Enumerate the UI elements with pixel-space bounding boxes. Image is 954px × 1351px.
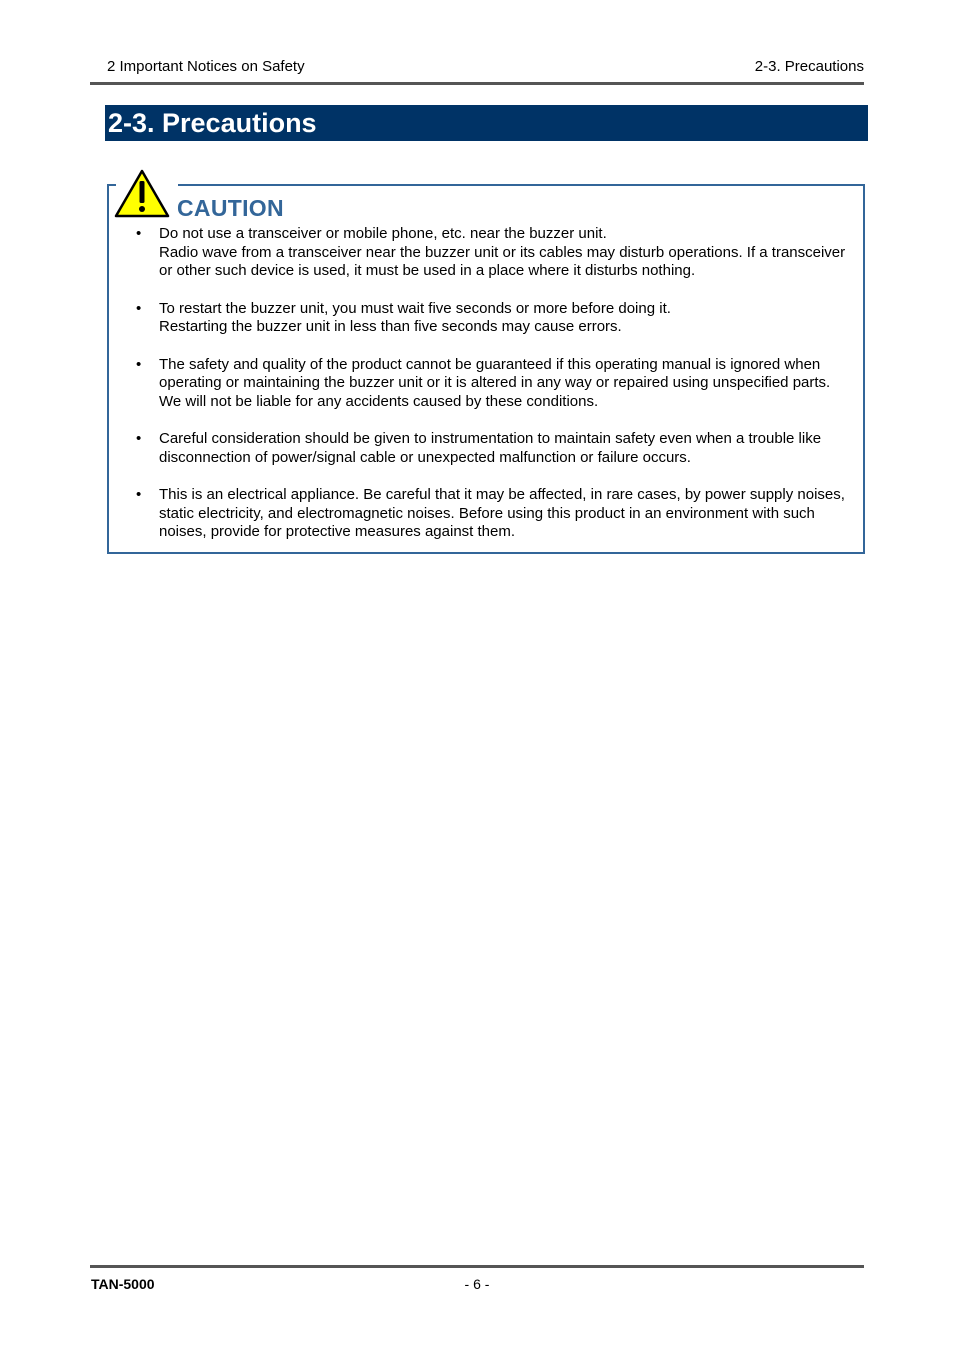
footer-model: TAN-5000 <box>91 1276 155 1292</box>
warning-triangle-icon <box>114 169 170 219</box>
bullet: • <box>136 225 142 242</box>
section-heading-bar <box>105 105 868 141</box>
item-body: Radio wave from a transceiver near the buzzer unit or its cables may disturb operations. If a transceiver or other such device is used, it must be used in a place where it disturbs nothing. <box>159 243 846 279</box>
page-number: - 6 - <box>464 1276 490 1292</box>
caution-label: CAUTION <box>177 195 284 221</box>
list-item <box>134 486 849 542</box>
header-chapter: 2 Important Notices on Safety <box>107 58 305 75</box>
header-divider <box>90 82 864 85</box>
item-lead: To restart the buzzer unit, you must wait five seconds or more before doing it. <box>159 299 671 317</box>
item-body: Restarting the buzzer unit in less than five seconds may cause errors. <box>159 318 622 335</box>
bullet: • <box>136 486 142 503</box>
item-lead: Do not use a transceiver or mobile phone, etc. near the buzzer unit. <box>159 225 607 242</box>
item-lead: The safety and quality of the product cannot be guaranteed if this operating manual is ignored when operating or maintaining the buzzer unit or it is altered in any way or repaired using unspecified parts. We will not be liable for any accidents caused by these conditions. <box>159 355 831 410</box>
caution-list <box>134 225 849 561</box>
bullet: • <box>136 355 142 373</box>
list-item <box>134 430 849 467</box>
item-lead: This is an electrical appliance. Be careful that it may be affected, in rare cases, by power supply noises, static electricity, and electromagnetic noises. Before using this product in an environment with such noises, provide for protective measures against them. <box>159 486 845 540</box>
list-item <box>134 356 849 412</box>
list-item <box>134 225 849 281</box>
header-section: 2-3. Precautions <box>754 58 864 75</box>
bullet: • <box>136 430 142 447</box>
item-lead: Careful consideration should be given to instrumentation to maintain safety even when a trouble like disconnection of power/signal cable or unexpected malfunction or failure occurs. <box>159 430 822 466</box>
section-title: 2-3. Precautions <box>108 108 317 138</box>
list-item <box>134 300 849 337</box>
bullet: • <box>136 299 142 317</box>
footer-divider <box>90 1265 864 1268</box>
